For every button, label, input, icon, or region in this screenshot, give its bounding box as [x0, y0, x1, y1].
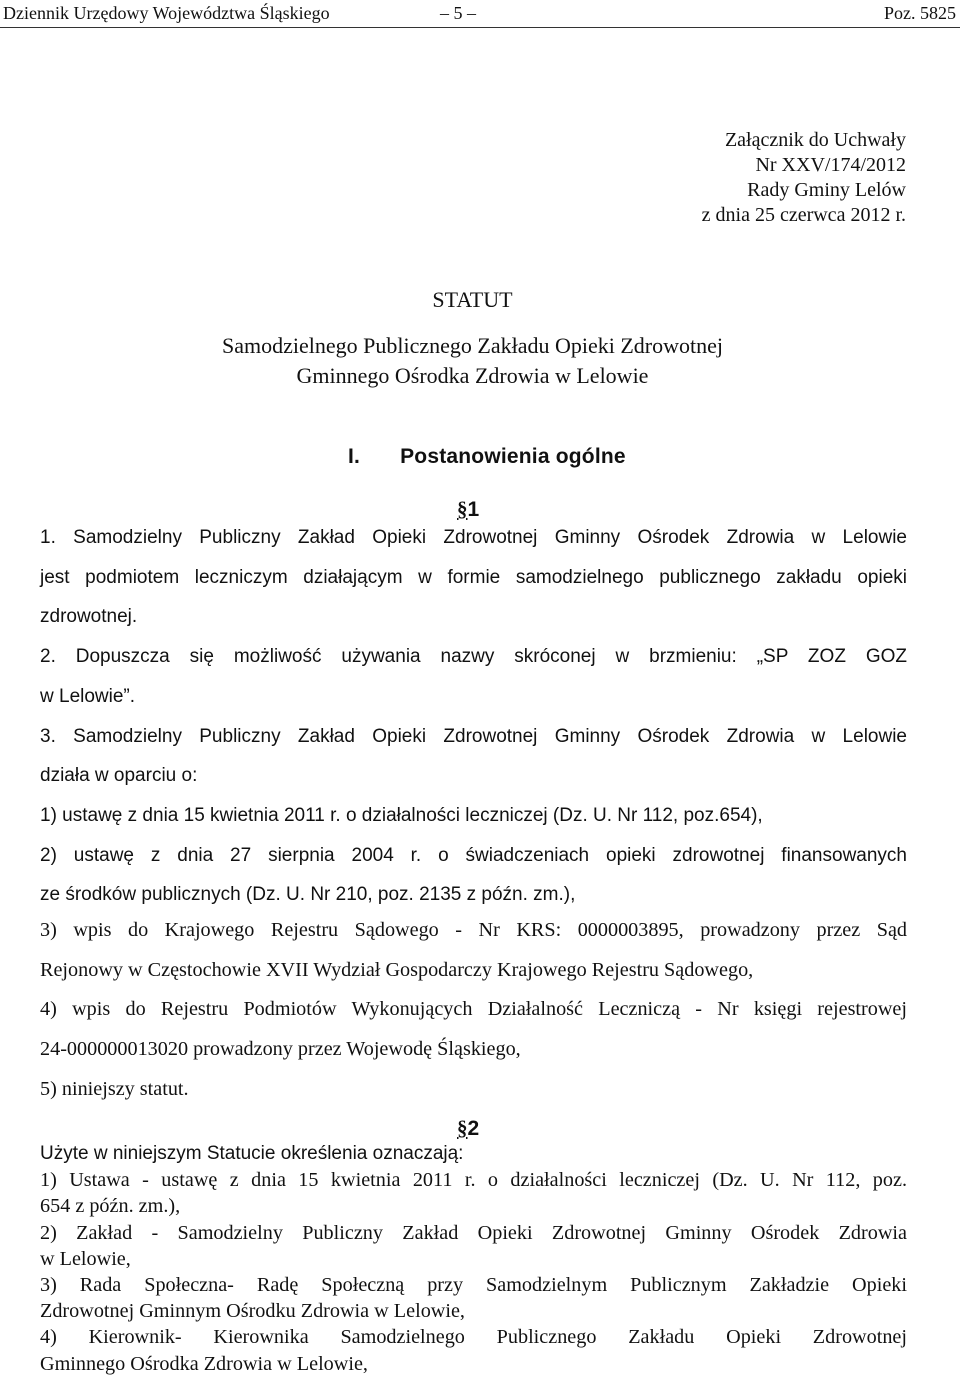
text-line: w Lelowie,: [40, 1247, 131, 1270]
attachment-line: Załącznik do Uchwały: [724, 129, 906, 151]
text-line: ze środków publicznych (Dz. U. Nr 210, poz. 2135 z późn. zm.),: [40, 884, 576, 906]
text-line: 3. Samodzielny Publiczny Zakład Opieki Zdrowotnej Gminny Ośrodek Zdrowia w Lelowie: [40, 725, 907, 747]
text-line: jest podmiotem leczniczym działającym w formie samodzielnego publicznego zakładu opieki: [40, 566, 907, 588]
definition-item: 1) Ustawa - ustawę z dnia 15 kwietnia 2011 r. o działalności leczniczej (Dz. U. Nr 112, poz.: [40, 1169, 907, 1192]
attachment-note: [702, 128, 906, 228]
section-sign: §: [457, 497, 468, 521]
text-line: zdrowotnej.: [40, 606, 138, 628]
definitions-intro: Użyte w niniejszym Statucie określenia oznaczają:: [40, 1143, 464, 1164]
document-title: [0, 285, 945, 391]
running-header: [0, 0, 960, 26]
page-number: – 5 –: [440, 3, 476, 23]
definition-item: 2) Zakład - Samodzielny Publiczny Zakład Opieki Zdrowotnej Gminny Ośrodek Zdrowia: [40, 1221, 907, 1244]
text-line: Rejonowy w Częstochowie XVII Wydział Gospodarczy Krajowego Rejestru Sądowego,: [40, 958, 754, 981]
section-sign: §: [457, 1116, 468, 1140]
resolution-date: z dnia 25 czerwca 2012 r.: [701, 204, 906, 226]
text-line: Zdrowotnej Gminnym Ośrodku Zdrowia w Lelowie,: [40, 1300, 465, 1323]
paragraph-1-registry: [40, 911, 907, 1110]
list-item: 1) ustawę z dnia 15 kwietnia 2011 r. o działalności leczniczej (Dz. U. Nr 112, poz.654),: [40, 804, 763, 826]
position-number: Poz. 5825: [884, 3, 956, 23]
title-statut: STATUT: [432, 287, 513, 312]
paragraph-number: 1: [467, 498, 480, 521]
text-line: 2. Dopuszcza się możliwość używania nazwy skróconej w brzmieniu: „SP ZOZ GOZ: [40, 646, 907, 668]
paragraph-1-body: [40, 518, 907, 915]
text-line: działa w oparciu o:: [40, 765, 198, 787]
header-divider: [0, 27, 960, 28]
section-title: Postanowienia ogólne: [400, 445, 626, 468]
paragraph-number: 2: [467, 1117, 480, 1140]
text-line: w Lelowie”.: [40, 685, 136, 707]
list-item: 3) wpis do Krajowego Rejestru Sądowego - Nr KRS: 0000003895, prowadzony przez Sąd: [40, 919, 907, 941]
text-line: Gminnego Ośrodka Zdrowia w Lelowie,: [40, 1352, 368, 1375]
text-line: 1. Samodzielny Publiczny Zakład Opieki Zdrowotnej Gminny Ośrodek Zdrowia w Lelowie: [40, 527, 907, 548]
section-heading: [348, 445, 626, 469]
section-number: I.: [348, 445, 361, 468]
resolution-number: Nr XXV/174/2012: [755, 154, 906, 176]
definition-item: 4) Kierownik- Kierownika Samodzielnego Publicznego Zakładu Opieki Zdrowotnej: [40, 1326, 907, 1349]
list-item: 2) ustawę z dnia 27 sierpnia 2004 r. o świadczeniach opieki zdrowotnej finansowanych: [40, 844, 907, 866]
council-name: Rady Gminy Lelów: [747, 179, 906, 201]
journal-name: Dziennik Urzędowy Województwa Śląskiego: [3, 3, 330, 23]
definition-item: 3) Rada Społeczna- Radę Społeczną przy Samodzielnym Publicznym Zakładzie Opieki: [40, 1274, 907, 1297]
paragraph-2-body: [40, 1141, 907, 1377]
title-line-1: Samodzielnego Publicznego Zakładu Opieki Zdrowotnej: [222, 333, 723, 358]
list-item: 4) wpis do Rejestru Podmiotów Wykonujących Działalność Leczniczą - Nr księgi rejestrowej: [40, 998, 907, 1021]
paragraph-2-heading: [457, 1116, 479, 1141]
text-line: 654 z późn. zm.),: [40, 1195, 181, 1218]
list-item: 5) niniejszy statut.: [40, 1077, 189, 1100]
text-line: 24-000000013020 prowadzony przez Wojewodę Śląskiego,: [40, 1038, 521, 1061]
title-line-2: Gminnego Ośrodka Zdrowia w Lelowie: [296, 363, 649, 388]
